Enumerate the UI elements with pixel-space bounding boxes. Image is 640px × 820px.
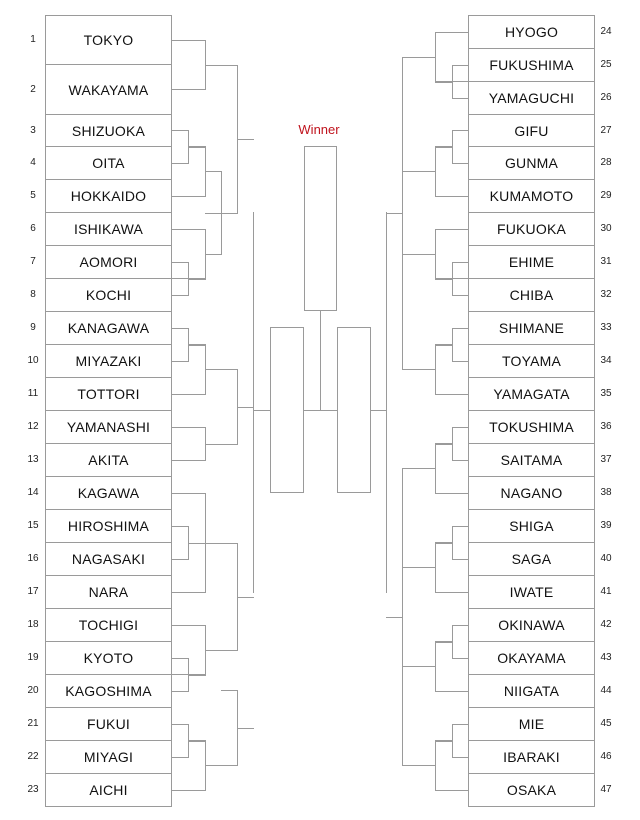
bracket-line [452,65,469,66]
bracket-line [205,543,222,544]
team-box[interactable]: ISHIKAWA [45,212,172,246]
bracket-line [435,493,469,494]
bracket-line [435,279,453,280]
team-box[interactable]: NIIGATA [468,674,595,708]
bracket-line [402,567,419,568]
team-box[interactable]: TOKYO [45,15,172,65]
bracket-line [172,790,206,791]
bracket-line [435,444,453,445]
seed-number: 6 [30,223,36,234]
seed-number: 45 [600,718,612,729]
bracket-line [452,98,469,99]
bracket-line [237,597,254,598]
bracket-line [435,790,469,791]
seed-number: 19 [27,652,39,663]
bracket-line [452,757,469,758]
bracket-line [435,443,453,444]
team-box[interactable]: MIE [468,707,595,741]
seed-number: 7 [30,256,36,267]
team-box[interactable]: NARA [45,575,172,609]
seed-number: 14 [27,487,39,498]
bracket-line [172,262,189,263]
team-box[interactable]: GIFU [468,114,595,147]
bracket-line [172,493,206,494]
bracket-line [172,130,189,131]
bracket-line [188,147,206,148]
bracket-line [172,724,189,725]
bracket-line [418,468,436,469]
bracket-line [418,254,436,255]
bracket-line [172,757,189,758]
bracket-line [435,542,453,543]
bracket-line [205,254,222,255]
seed-number: 25 [600,59,612,70]
seed-number: 26 [600,92,612,103]
bracket-line [205,444,222,445]
bracket-line [237,407,254,408]
bracket-line [221,444,238,445]
seed-number: 23 [27,784,39,795]
bracket-line [221,369,238,370]
bracket-line [205,369,222,370]
team-box[interactable]: SHIZUOKA [45,114,172,147]
team-box[interactable]: YAMAGUCHI [468,81,595,115]
seed-number: 41 [600,586,612,597]
bracket-line [205,65,238,66]
bracket-line [435,344,453,345]
seed-number: 17 [27,586,39,597]
team-box[interactable]: HOKKAIDO [45,179,172,213]
semifinal-right-slot[interactable] [337,327,371,493]
bracket-line [435,592,469,593]
bracket-line [418,57,436,58]
bracket-line [172,460,206,461]
bracket-line [418,171,436,172]
team-box[interactable]: IBARAKI [468,740,595,774]
bracket-line [402,765,419,766]
team-box[interactable]: WAKAYAMA [45,64,172,115]
team-box[interactable]: FUKUSHIMA [468,48,595,82]
team-box[interactable]: MIYAGI [45,740,172,774]
bracket-line [435,146,453,147]
bracket-line [402,468,419,469]
seed-number: 34 [600,355,612,366]
team-box[interactable]: AKITA [45,443,172,477]
bracket-line [205,650,222,651]
team-box[interactable]: NAGASAKI [45,542,172,576]
seed-number: 43 [600,652,612,663]
bracket-line [188,675,206,676]
team-box[interactable]: KYOTO [45,641,172,675]
bracket-line [172,674,206,675]
bracket-line [172,658,189,659]
bracket-line [172,40,206,41]
bracket-line [435,642,453,643]
seed-number: 4 [30,157,36,168]
bracket-line [172,361,189,362]
team-box[interactable]: OSAKA [468,773,595,807]
bracket-line [452,724,469,725]
bracket-line [386,212,387,593]
seed-number: 40 [600,553,612,564]
bracket-line [402,369,419,370]
bracket-line [221,650,238,651]
team-box[interactable]: OKINAWA [468,608,595,642]
bracket-line [418,369,436,370]
bracket-line [402,57,419,58]
bracket-line [320,311,321,411]
seed-number: 24 [600,26,612,37]
team-box[interactable]: OITA [45,146,172,180]
bracket-line [205,213,238,214]
seed-number: 39 [600,520,612,531]
bracket-line [402,666,419,667]
bracket-line [452,625,469,626]
bracket-line [435,196,469,197]
seed-number: 27 [600,124,612,136]
seed-number: 15 [27,520,39,531]
bracket-line [402,171,419,172]
team-box[interactable]: CHIBA [468,278,595,312]
seed-number: 3 [30,124,36,136]
team-box[interactable]: FUKUI [45,707,172,741]
team-box[interactable]: AOMORI [45,245,172,279]
bracket-line [435,81,469,82]
bracket-line [435,394,469,395]
seed-number: 18 [27,619,39,630]
bracket-line [221,690,238,691]
seed-number: 32 [600,289,612,300]
bracket-line [452,559,469,560]
bracket-line [418,567,436,568]
team-box[interactable]: NAGANO [468,476,595,510]
team-box[interactable]: KAGOSHIMA [45,674,172,708]
bracket-line [435,691,469,692]
bracket-line [452,361,469,362]
seed-number: 47 [600,784,612,795]
team-box[interactable]: YAMAGATA [468,377,595,411]
bracket-line [452,460,469,461]
bracket-line [253,212,254,593]
bracket-line [221,765,238,766]
seed-number: 5 [30,190,36,201]
team-box[interactable]: TOYAMA [468,344,595,378]
team-box[interactable]: FUKUOKA [468,212,595,246]
bracket-line [435,147,453,148]
bracket-line [370,410,387,411]
seed-number: 2 [30,83,36,95]
team-box[interactable]: MIYAZAKI [45,344,172,378]
seed-number: 1 [30,34,36,45]
bracket-line [452,295,469,296]
bracket-line [435,741,453,742]
seed-number: 20 [27,685,39,696]
bracket-line [435,229,469,230]
bracket-line [452,526,469,527]
team-box[interactable]: AICHI [45,773,172,807]
seed-number: 9 [30,322,36,333]
bracket-line [172,526,189,527]
seed-number: 10 [27,355,39,366]
bracket-line [418,765,436,766]
bracket-line [418,666,436,667]
bracket-line [435,740,453,741]
bracket-line [452,427,469,428]
bracket-line [188,146,206,147]
seed-number: 29 [600,190,612,201]
bracket-line [205,171,222,172]
bracket-line [188,543,206,544]
bracket-line [172,229,206,230]
bracket-line [253,410,271,411]
bracket-line [205,765,222,766]
bracket-line [452,328,469,329]
team-box[interactable]: KUMAMOTO [468,179,595,213]
team-box[interactable]: OKAYAMA [468,641,595,675]
team-box[interactable]: EHIME [468,245,595,279]
bracket-line [172,278,206,279]
bracket-line [188,741,206,742]
team-box[interactable]: KANAGAWA [45,311,172,345]
team-box[interactable]: SAGA [468,542,595,576]
seed-number: 33 [600,322,612,333]
bracket-line [172,592,206,593]
seed-number: 31 [600,256,612,267]
bracket-line [435,82,453,83]
seed-number: 28 [600,157,612,168]
bracket-line [172,295,189,296]
bracket-line [172,328,189,329]
winner-label: Winner [298,122,340,137]
bracket-line [188,344,206,345]
team-box[interactable]: HYOGO [468,15,595,49]
bracket-line [452,130,469,131]
seed-number: 30 [600,223,612,234]
bracket-line [172,89,206,90]
seed-number: 42 [600,619,612,630]
bracket-line [304,410,338,411]
seed-number: 22 [27,751,39,762]
bracket-line [172,559,189,560]
bracket-line [188,279,206,280]
team-box[interactable]: SHIMANE [468,311,595,345]
team-box[interactable]: HIROSHIMA [45,509,172,543]
seed-number: 16 [27,553,39,564]
team-box[interactable]: SHIGA [468,509,595,543]
bracket-line [172,196,206,197]
bracket-line [435,345,453,346]
bracket-line [172,394,206,395]
semifinal-left-slot[interactable] [270,327,304,493]
bracket-line [386,213,403,214]
bracket-line [237,139,254,140]
seed-number: 12 [27,421,39,432]
team-box[interactable]: GUNMA [468,146,595,180]
team-box[interactable]: TOTTORI [45,377,172,411]
bracket-line [172,691,189,692]
team-box[interactable]: YAMANASHI [45,410,172,444]
bracket-line [402,254,419,255]
seed-number: 38 [600,487,612,498]
seed-number: 11 [27,388,39,399]
bracket-line [237,728,254,729]
team-box[interactable]: IWATE [468,575,595,609]
bracket-line [386,617,403,618]
seed-number: 13 [27,454,39,465]
team-box[interactable]: TOCHIGI [45,608,172,642]
team-box[interactable]: SAITAMA [468,443,595,477]
seed-number: 44 [600,685,612,696]
bracket-line [435,641,453,642]
bracket-line [452,262,469,263]
seed-number: 35 [600,388,612,399]
bracket-line [435,543,453,544]
champion-slot[interactable] [304,146,337,311]
bracket-line [188,740,206,741]
team-box[interactable]: KOCHI [45,278,172,312]
team-box[interactable]: KAGAWA [45,476,172,510]
bracket-line [172,163,189,164]
seed-number: 21 [27,718,39,729]
bracket-line [452,163,469,164]
bracket-line [435,32,469,33]
seed-number: 37 [600,454,612,465]
seed-number: 36 [600,421,612,432]
seed-number: 8 [30,289,36,300]
bracket-line [221,543,238,544]
bracket-line [452,658,469,659]
bracket-line [435,278,469,279]
bracket-line [172,427,206,428]
team-box[interactable]: TOKUSHIMA [468,410,595,444]
bracket-line [172,625,206,626]
seed-number: 46 [600,751,612,762]
bracket-line [188,345,206,346]
